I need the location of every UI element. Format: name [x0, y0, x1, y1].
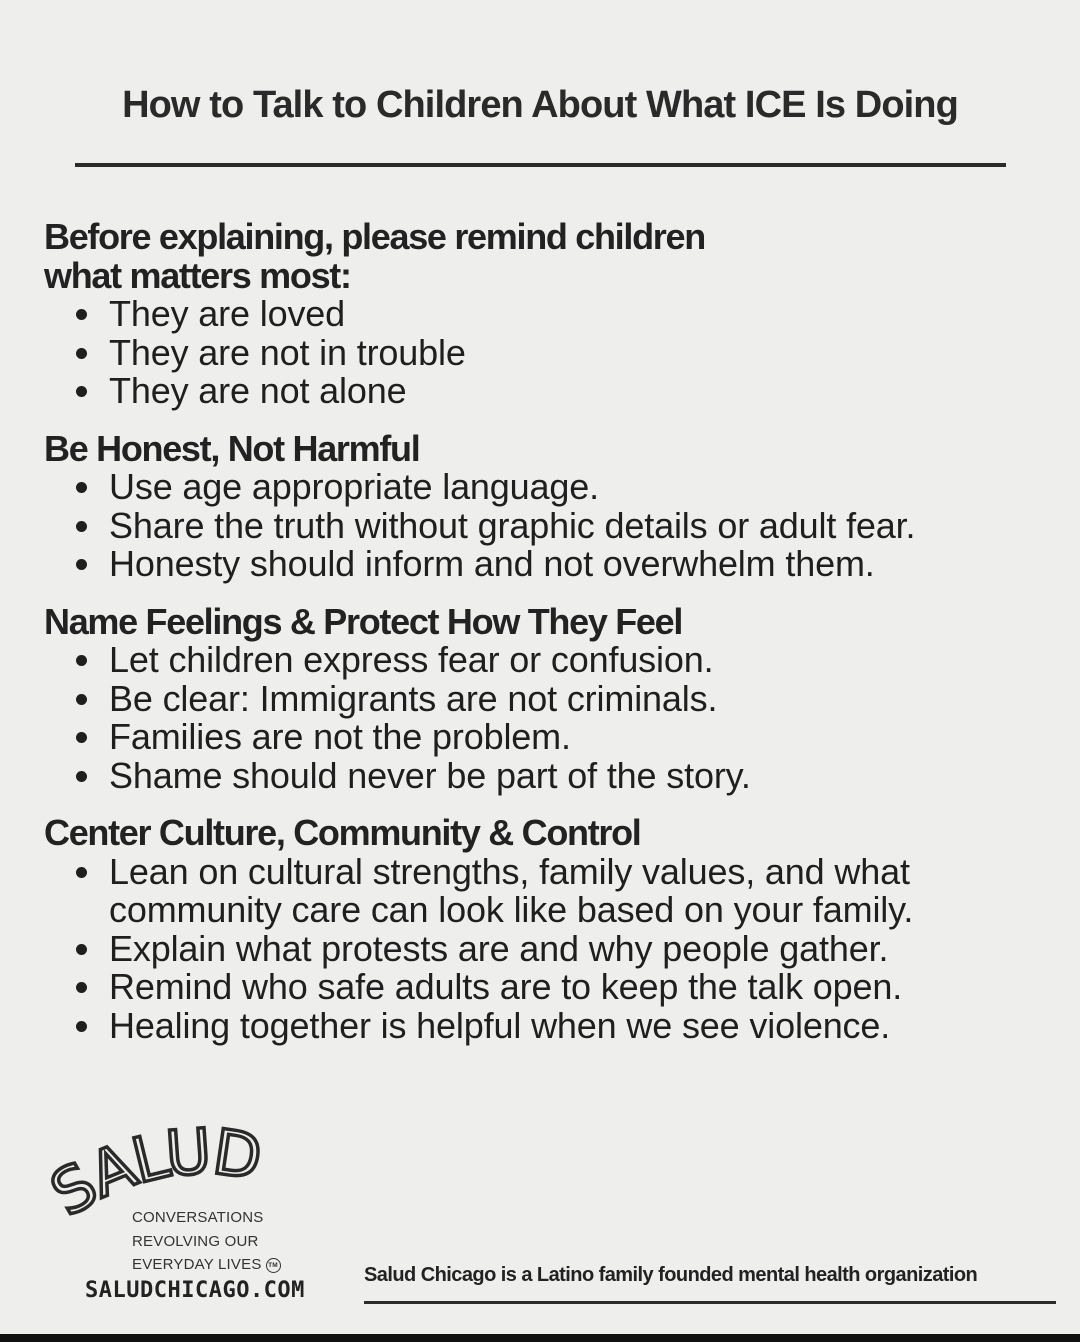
- organization-description: Salud Chicago is a Latino family founded mental health organization: [364, 1264, 978, 1286]
- section-heading-line: Name Feelings & Protect How They Feel: [44, 600, 683, 642]
- trademark-icon: TM: [266, 1258, 281, 1273]
- website-url[interactable]: SALUDCHICAGO.COM: [85, 1278, 305, 1303]
- section-heading: [44, 600, 1054, 642]
- tagline-line: EVERYDAY LIVES: [132, 1256, 262, 1273]
- list-item: Honesty should inform and not overwhelm them.: [109, 545, 1054, 584]
- section-be-honest: [44, 427, 1054, 584]
- section-heading-line: Center Culture, Community & Control: [44, 812, 641, 853]
- list-item: Healing together is helpful when we see violence.: [109, 1007, 1054, 1046]
- section-heading-line: Be Honest, Not Harmful: [44, 427, 420, 469]
- content: [44, 218, 1054, 1045]
- section-heading-line: Before explaining, please remind children: [44, 216, 705, 257]
- list-item: Let children express fear or confusion.: [109, 641, 1054, 680]
- section-heading-line: what matters most:: [44, 254, 351, 296]
- list-item: Remind who safe adults are to keep the talk open.: [109, 968, 1054, 1007]
- footer-divider: [364, 1301, 1056, 1304]
- list-item: They are not in trouble: [109, 334, 1054, 373]
- list-item: Shame should never be part of the story.: [109, 757, 1054, 796]
- bullet-list: [44, 641, 1054, 795]
- list-item: Be clear: Immigrants are not criminals.: [109, 680, 1054, 719]
- list-item: Lean on cultural strengths, family values, and what community care can look like based on your family.: [109, 853, 1054, 930]
- section-heading: [44, 814, 1054, 853]
- bottom-border: [0, 1334, 1080, 1342]
- list-item: Families are not the problem.: [109, 718, 1054, 757]
- salud-wordmark-text: SALUD: [38, 1114, 265, 1231]
- section-heading: [44, 427, 1054, 469]
- title-divider: [75, 163, 1006, 167]
- list-item: They are loved: [109, 295, 1054, 334]
- section-heading: [44, 218, 1054, 295]
- tagline-line: CONVERSATIONS: [132, 1209, 264, 1226]
- list-item: Share the truth without graphic details or adult fear.: [109, 507, 1054, 546]
- bullet-list: [44, 850, 1054, 1046]
- list-item: Use age appropriate language.: [109, 468, 1054, 507]
- tagline-line: REVOLVING OUR: [132, 1232, 259, 1250]
- list-item: They are not alone: [109, 372, 1054, 411]
- salud-logo: [38, 1114, 350, 1310]
- section-remind-children: [44, 218, 1054, 411]
- logo-tagline: [132, 1206, 312, 1277]
- section-center-culture: [44, 814, 1054, 1045]
- bullet-list: [44, 468, 1054, 584]
- section-name-feelings: [44, 600, 1054, 796]
- bullet-list: [44, 295, 1054, 411]
- page-title: How to Talk to Children About What ICE Is Doing: [122, 84, 958, 126]
- list-item: Explain what protests are and why people gather.: [109, 930, 1054, 969]
